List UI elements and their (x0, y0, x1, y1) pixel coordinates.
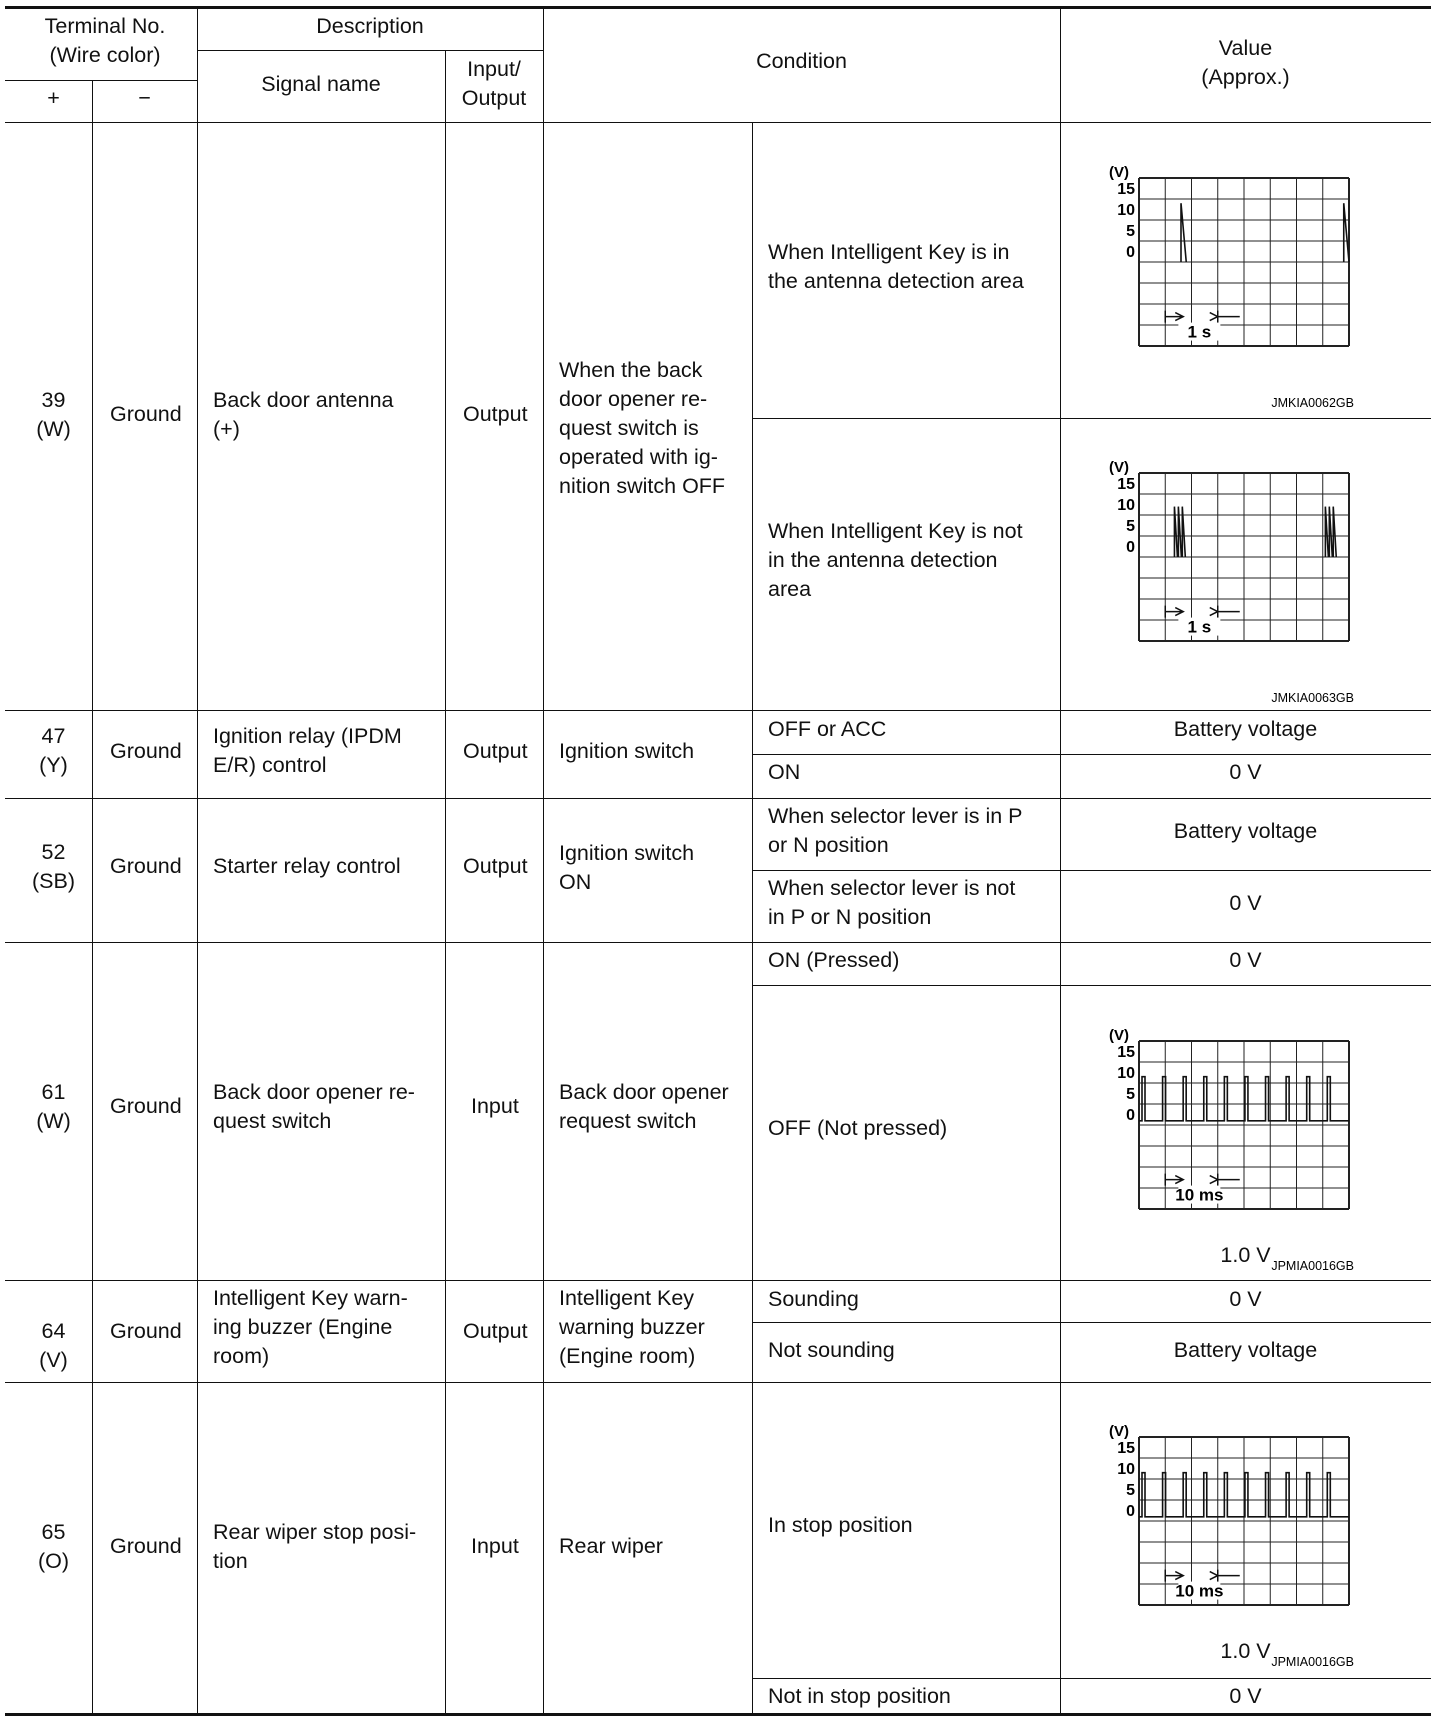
oscilloscope-chart (1096, 1421, 1356, 1671)
signal-64: Intelligent Key warn- ing buzzer (Engine room) (213, 1286, 408, 1368)
sub-condition-65b: Not in stop position (768, 1684, 951, 1708)
tick-label: 15 (1117, 1044, 1135, 1061)
value-47a: Battery voltage (1173, 717, 1318, 741)
figure-code: JMKIA0062GB (1271, 396, 1354, 410)
row-rule (5, 1280, 1431, 1281)
terminal-47: 47 (Y) (39, 724, 68, 777)
condition-65: Rear wiper (559, 1534, 663, 1558)
tick-label: 5 (1126, 1086, 1135, 1103)
signal-61: Back door opener re- quest switch (213, 1080, 415, 1133)
col-rule (197, 6, 198, 1714)
time-label: 10 ms (1175, 1581, 1224, 1601)
sub-condition-64a: Sounding (768, 1287, 859, 1311)
col-rule (752, 122, 753, 1714)
tick-label: 0 (1126, 1503, 1135, 1520)
signal-39: Back door antenna (+) (213, 388, 394, 441)
value-52b: 0 V (1229, 891, 1262, 915)
time-marker (1165, 606, 1183, 618)
ground-65: Ground (110, 1534, 182, 1558)
condition-64: Intelligent Key warning buzzer (Engine room) (559, 1286, 705, 1368)
signal-65: Rear wiper stop posi- tion (213, 1520, 417, 1573)
condition-47: Ignition switch (559, 739, 695, 763)
tick-label: 0 (1126, 1107, 1135, 1124)
time-label: 1 s (1187, 617, 1212, 637)
value-65b: 0 V (1229, 1684, 1262, 1708)
value-47b: 0 V (1229, 760, 1262, 784)
io-39: Output (463, 402, 528, 426)
ground-39: Ground (110, 402, 182, 426)
tick-label: 15 (1117, 1440, 1135, 1457)
header-plus: + (47, 86, 60, 110)
waveform-39b (1096, 457, 1356, 707)
tick-label: 0 (1126, 244, 1135, 261)
sub-condition-39b: When Intelligent Key is not in the antenna detection area (768, 519, 1023, 601)
sub-condition-52a: When selector lever is in P or N position (768, 804, 1023, 857)
oscilloscope-chart (1096, 162, 1356, 412)
value-52a: Battery voltage (1173, 819, 1318, 843)
time-marker (1165, 1174, 1183, 1186)
header-description: Description (316, 14, 424, 38)
tick-label: 15 (1117, 476, 1135, 493)
unit-label: (V) (1109, 164, 1129, 181)
tick-label: 5 (1126, 223, 1135, 240)
terminal-39: 39 (W) (36, 388, 71, 441)
value-64a: 0 V (1229, 1287, 1262, 1311)
io-61: Input (471, 1094, 519, 1118)
terminal-65: 65 (O) (37, 1520, 70, 1573)
time-marker (1210, 1570, 1240, 1582)
unit-label: (V) (1109, 459, 1129, 476)
header-value: Value (Approx.) (1201, 36, 1290, 89)
sub-condition-52b: When selector lever is not in P or N position (768, 876, 1016, 929)
time-marker (1210, 606, 1240, 618)
col-rule (92, 80, 93, 1714)
time-marker (1165, 311, 1183, 323)
condition-61: Back door opener request switch (559, 1080, 729, 1133)
tick-label: 5 (1126, 1482, 1135, 1499)
sub-condition-39a: When Intelligent Key is in the antenna detection area (768, 240, 1024, 293)
io-64: Output (463, 1319, 528, 1343)
rule (752, 870, 1431, 871)
unit-label: (V) (1109, 1027, 1129, 1044)
unit-label: (V) (1109, 1423, 1129, 1440)
rule (752, 1322, 1431, 1323)
ground-47: Ground (110, 739, 182, 763)
time-marker (1210, 311, 1240, 323)
sub-condition-64b: Not sounding (768, 1338, 895, 1362)
rule (752, 418, 1431, 419)
tick-label: 10 (1117, 497, 1135, 514)
ground-61: Ground (110, 1094, 182, 1118)
header-condition: Condition (756, 49, 847, 73)
terminal-61: 61 (W) (36, 1080, 71, 1133)
rule (752, 1678, 1431, 1679)
time-marker (1210, 1174, 1240, 1186)
tick-label: 10 (1117, 1461, 1135, 1478)
row-rule (5, 1382, 1431, 1383)
condition-39: When the back door opener re- quest switch is operated with ig- nition switch OFF (559, 358, 726, 498)
value-61b: 1.0 V (1220, 1243, 1271, 1267)
sub-condition-61a: ON (Pressed) (768, 948, 900, 972)
waveform-trace (1174, 507, 1336, 557)
sub-condition-65a: In stop position (768, 1513, 913, 1537)
time-marker (1165, 1570, 1183, 1582)
figure-code: JPMIA0016GB (1271, 1259, 1354, 1273)
tick-label: 5 (1126, 518, 1135, 535)
terminal-52: 52 (SB) (32, 840, 75, 893)
sub-condition-47a: OFF or ACC (768, 717, 887, 741)
io-65: Input (471, 1534, 519, 1558)
row-rule (5, 710, 1431, 711)
tick-label: 0 (1126, 539, 1135, 556)
oscilloscope-chart (1096, 457, 1356, 707)
tick-label: 15 (1117, 181, 1135, 198)
row-rule (5, 942, 1431, 943)
figure-code: JMKIA0063GB (1271, 691, 1354, 705)
table-top-rule (5, 6, 1431, 9)
waveform-65 (1096, 1421, 1356, 1671)
rule (752, 754, 1431, 755)
rule (197, 50, 543, 51)
col-rule (1060, 6, 1061, 1714)
signal-47: Ignition relay (IPDM E/R) control (213, 724, 402, 777)
oscilloscope-chart (1096, 1025, 1356, 1275)
time-label: 10 ms (1175, 1185, 1224, 1205)
value-65a: 1.0 V (1220, 1639, 1271, 1663)
header-signal-name: Signal name (261, 72, 381, 96)
col-rule (543, 6, 544, 1714)
io-47: Output (463, 739, 528, 763)
signal-52: Starter relay control (213, 854, 401, 878)
value-61a: 0 V (1229, 948, 1262, 972)
tick-label: 10 (1117, 202, 1135, 219)
col-rule (445, 50, 446, 1714)
header-bottom-rule (5, 122, 1431, 123)
io-52: Output (463, 854, 528, 878)
header-minus: − (138, 86, 151, 110)
ground-52: Ground (110, 854, 182, 878)
header-terminal-no: Terminal No. (Wire color) (44, 14, 166, 67)
waveform-trace (1181, 203, 1349, 262)
ground-64: Ground (110, 1319, 182, 1343)
waveform-61 (1096, 1025, 1356, 1275)
time-label: 1 s (1187, 322, 1212, 342)
rule (752, 985, 1431, 986)
value-64b: Battery voltage (1173, 1338, 1318, 1362)
figure-code: JPMIA0016GB (1271, 1655, 1354, 1669)
header-input-output: Input/ Output (461, 57, 527, 110)
row-rule (5, 798, 1431, 799)
waveform-39a (1096, 162, 1356, 412)
rule (5, 80, 197, 81)
tick-label: 10 (1117, 1065, 1135, 1082)
terminal-64: 64 (V) (39, 1319, 68, 1372)
sub-condition-61b: OFF (Not pressed) (768, 1116, 948, 1140)
sub-condition-47b: ON (768, 760, 801, 784)
condition-52: Ignition switch ON (559, 841, 695, 894)
